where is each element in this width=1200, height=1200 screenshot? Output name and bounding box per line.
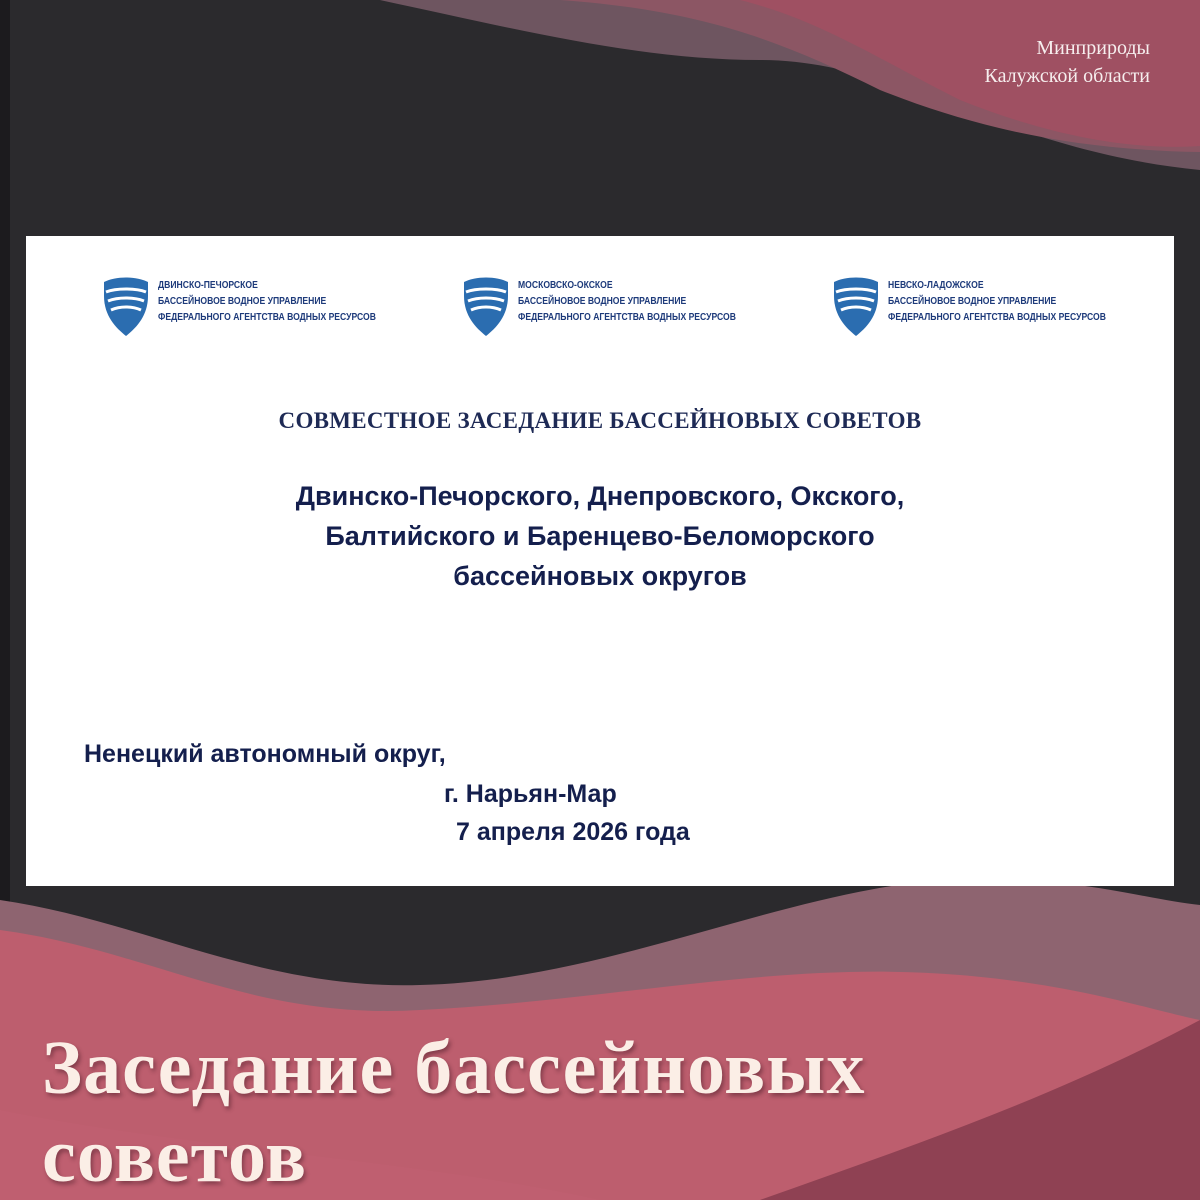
brand-line-1: Минприроды	[1036, 37, 1150, 59]
logo-nevsko-ladozhskoe	[832, 276, 1141, 340]
logo-3-line-1: НЕВСКО-ЛАДОЖСКОЕ	[888, 280, 984, 291]
logo-moskovsko-okskoe	[462, 276, 771, 340]
brand-label	[850, 34, 1150, 90]
logo-1-line-2: БАССЕЙНОВОЕ ВОДНОЕ УПРАВЛЕНИЕ	[158, 296, 327, 307]
place-city: г. Нарьян-Мар	[444, 780, 617, 808]
districts-line-2: Балтийского и Баренцево-Беломорского	[325, 521, 875, 551]
logo-1-line-3: ФЕДЕРАЛЬНОГО АГЕНТСТВА ВОДНЫХ РЕСУРСОВ	[158, 312, 376, 323]
shield-waves-icon	[462, 276, 510, 338]
meeting-title: СОВМЕСТНОЕ ЗАСЕДАНИЕ БАССЕЙНОВЫХ СОВЕТОВ	[278, 408, 922, 433]
districts-block	[26, 476, 1174, 596]
districts-line-1: Двинско-Печорского, Днепровского, Окского,	[295, 481, 905, 511]
logo-2-line-2: БАССЕЙНОВОЕ ВОДНОЕ УПРАВЛЕНИЕ	[518, 296, 687, 307]
logo-2-line-1: МОСКОВСКО-ОКСКОЕ	[518, 280, 613, 291]
place-region: Ненецкий автономный округ,	[84, 740, 446, 768]
presentation-slide	[26, 236, 1174, 886]
shield-waves-icon	[832, 276, 880, 338]
districts-line-3: бассейновых округов	[453, 561, 747, 591]
logo-1-line-1: ДВИНСКО-ПЕЧОРСКОЕ	[158, 280, 258, 291]
logo-3-line-3: ФЕДЕРАЛЬНОГО АГЕНТСТВА ВОДНЫХ РЕСУРСОВ	[888, 312, 1106, 323]
post-caption	[42, 1024, 1152, 1200]
logo-dvinsko-pechorskoe	[102, 276, 411, 340]
caption-line-1: Заседание бассейновых	[42, 1026, 866, 1110]
brand-line-2: Калужской области	[984, 65, 1150, 87]
shield-waves-icon	[102, 276, 150, 338]
logo-3-line-2: БАССЕЙНОВОЕ ВОДНОЕ УПРАВЛЕНИЕ	[888, 296, 1057, 307]
caption-line-2: советов	[42, 1114, 308, 1198]
logo-2-line-3: ФЕДЕРАЛЬНОГО АГЕНТСТВА ВОДНЫХ РЕСУРСОВ	[518, 312, 736, 323]
meeting-date: 7 апреля 2026 года	[456, 818, 690, 846]
